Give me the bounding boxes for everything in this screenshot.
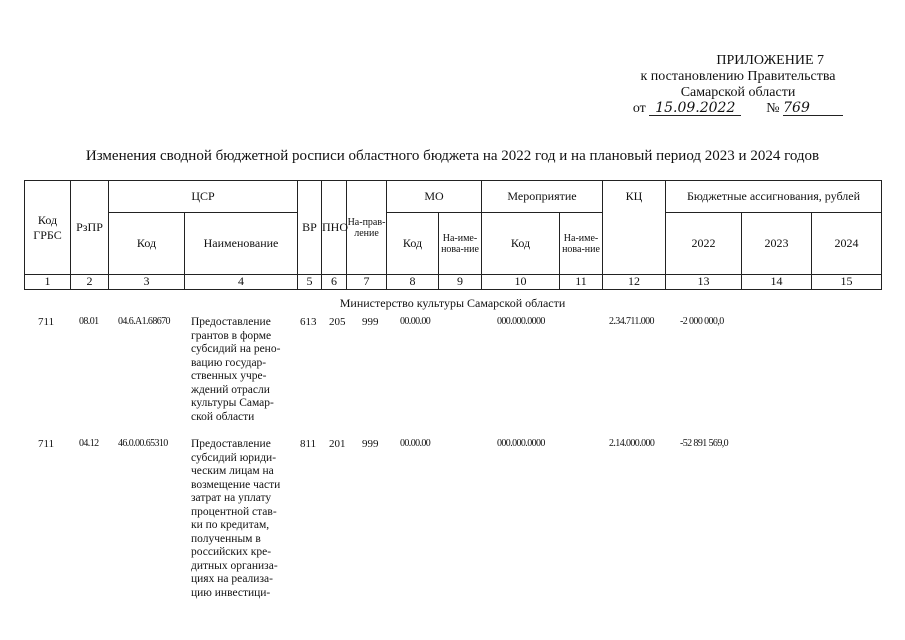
column-number: 11 xyxy=(560,275,603,290)
header-year-2023: 2023 xyxy=(742,213,812,275)
cell-mo: 00.00.00 xyxy=(400,438,431,449)
header-csr: ЦСР xyxy=(109,181,298,213)
date-prefix: от xyxy=(632,101,646,116)
column-number: 3 xyxy=(109,275,185,290)
column-number: 12 xyxy=(603,275,666,290)
column-number: 5 xyxy=(298,275,322,290)
appendix-date-line xyxy=(608,101,868,117)
header-budget: Бюджетные ассигнования, рублей xyxy=(666,181,882,213)
cell-kc: 2.14.000.000 xyxy=(609,438,655,449)
cell-pno: 205 xyxy=(329,316,346,328)
cell-rzpr: 04.12 xyxy=(79,438,99,449)
appendix-block xyxy=(608,53,868,117)
header-csr-name: Наименование xyxy=(185,213,298,275)
header-kod-grbs: Код ГРБС xyxy=(25,181,71,275)
cell-2022: -2 000 000,0 xyxy=(680,316,724,327)
column-number: 2 xyxy=(71,275,109,290)
column-number: 4 xyxy=(185,275,298,290)
cell-pno: 201 xyxy=(329,438,346,450)
appendix-line-3: Самарской области xyxy=(680,85,796,100)
column-number: 15 xyxy=(812,275,882,290)
budget-table-header xyxy=(24,180,882,290)
header-vr: ВР xyxy=(298,181,322,275)
section-title: Министерство культуры Самарской области xyxy=(339,296,566,310)
column-number: 14 xyxy=(742,275,812,290)
cell-napr: 999 xyxy=(362,438,379,450)
header-year-2024: 2024 xyxy=(812,213,882,275)
cell-grbs: 711 xyxy=(38,438,55,450)
cell-meropriyatie: 000.000.0000 xyxy=(497,438,545,449)
column-number: 8 xyxy=(387,275,439,290)
header-napravlenie: На-прав-ление xyxy=(347,181,387,275)
column-number: 9 xyxy=(439,275,482,290)
number-value: 769 xyxy=(783,101,843,116)
appendix-title: ПРИЛОЖЕНИЕ 7 xyxy=(716,53,824,68)
number-prefix: № xyxy=(766,101,780,116)
header-mo: МО xyxy=(387,181,482,213)
header-csr-kod: Код xyxy=(109,213,185,275)
cell-rzpr: 08.01 xyxy=(79,316,99,327)
cell-meropriyatie: 000.000.0000 xyxy=(497,316,545,327)
header-year-2022: 2022 xyxy=(666,213,742,275)
header-rzpr: РзПР xyxy=(71,181,109,275)
column-number: 6 xyxy=(322,275,347,290)
document-title: Изменения сводной бюджетной росписи областного бюджета на 2022 год и на плановый период 2023 и 2024 годов xyxy=(85,148,820,164)
cell-mo: 00.00.00 xyxy=(400,316,431,327)
cell-vr: 811 xyxy=(300,438,317,450)
header-mer-kod: Код xyxy=(482,213,560,275)
cell-grbs: 711 xyxy=(38,316,55,328)
cell-vr: 613 xyxy=(300,316,317,328)
cell-csr: 46.0.00.65310 xyxy=(118,438,168,449)
column-number: 10 xyxy=(482,275,560,290)
header-kc: КЦ xyxy=(603,181,666,275)
column-number: 7 xyxy=(347,275,387,290)
header-mo-kod: Код xyxy=(387,213,439,275)
cell-kc: 2.34.711.000 xyxy=(609,316,654,327)
cell-csr: 04.6.A1.68670 xyxy=(118,316,170,327)
cell-napr: 999 xyxy=(362,316,379,328)
cell-name: Предоставление грантов в форме субсидий на рено-вацию государ-ственных учре-ждений отрасли культуры Самар-ской области xyxy=(191,316,281,423)
header-meropriyatie: Мероприятие xyxy=(482,181,603,213)
column-number: 1 xyxy=(25,275,71,290)
header-mer-name: На-име-нова-ние xyxy=(560,213,603,275)
header-pno: ПНО xyxy=(322,181,347,275)
column-number: 13 xyxy=(666,275,742,290)
date-value: 15.09.2022 xyxy=(649,101,741,116)
header-mo-name: На-име-нова-ние xyxy=(439,213,482,275)
cell-2022: -52 891 569,0 xyxy=(680,438,729,449)
cell-name: Предоставление субсидий юриди-ческим лицам на возмещение части затрат на уплату процентной став-ки по кредитам, полученным в российских кре-дитных организа-циях на реализа-цию инвестици- xyxy=(191,438,281,599)
appendix-line-2: к постановлению Правительства xyxy=(640,69,836,84)
